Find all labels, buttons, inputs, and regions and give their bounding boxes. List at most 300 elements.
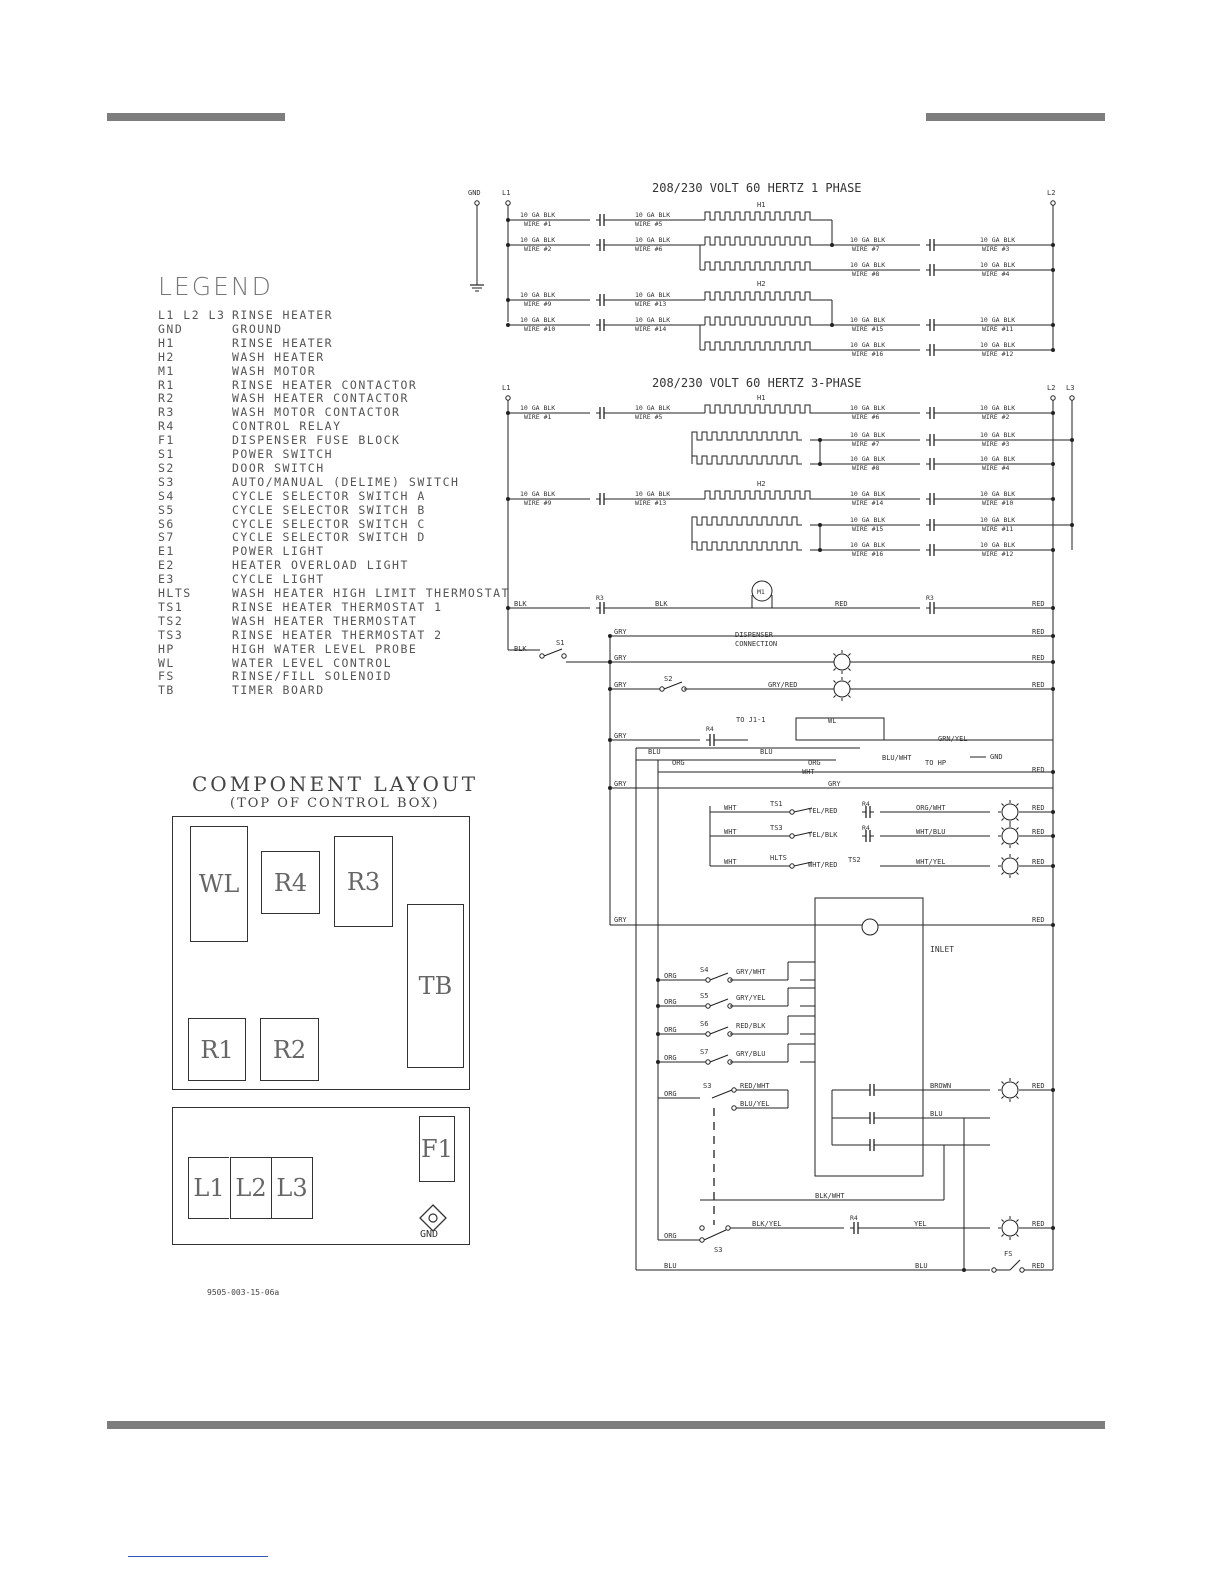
schematic-label: 10 GA BLK xyxy=(520,211,556,219)
schematic-label: TS1 xyxy=(770,800,783,808)
legend-desc: WASH MOTOR CONTACTOR xyxy=(232,405,401,420)
l2-label: L2 xyxy=(1047,189,1056,197)
heater-element xyxy=(705,342,815,350)
terminal xyxy=(506,396,510,400)
legend-desc: WASH HEATER HIGH LIMIT THERMOSTAT xyxy=(232,586,510,600)
light-ray xyxy=(1016,1234,1018,1236)
schematic-label: 10 GA BLK xyxy=(520,291,556,299)
switch-icon xyxy=(710,1055,728,1062)
legend-code: E3 xyxy=(158,572,175,587)
component-r2: R2 xyxy=(260,1018,319,1081)
light-ray xyxy=(848,695,850,697)
schematic-label: WIRE #12 xyxy=(982,550,1014,558)
light-ray xyxy=(1002,858,1004,860)
terminal xyxy=(790,834,794,838)
schematic-label: R4 xyxy=(850,1214,858,1222)
schematic-label: WIRE #2 xyxy=(524,245,552,253)
junction-dot xyxy=(1051,687,1055,691)
schematic-label: YEL/BLK xyxy=(808,831,838,839)
schematic-label: WIRE #5 xyxy=(635,413,663,421)
schematic-label: GRY/BLU xyxy=(736,1050,766,1058)
switch-icon xyxy=(664,682,682,689)
heater-element xyxy=(705,212,815,220)
legend-desc: POWER LIGHT xyxy=(232,544,325,559)
schematic-label: WIRE #3 xyxy=(982,245,1010,253)
schematic-label: BLU xyxy=(760,748,773,756)
schematic-label: 10 GA BLK xyxy=(520,316,556,324)
schematic-label: GRY/RED xyxy=(768,681,798,689)
legend-desc: HEATER OVERLOAD LIGHT xyxy=(232,558,409,573)
component-wl: WL xyxy=(190,826,248,942)
wire xyxy=(712,1090,732,1098)
schematic-label: S1 xyxy=(556,639,565,647)
heater-element xyxy=(705,292,815,300)
schematic-label: GND xyxy=(990,753,1003,761)
light-ray xyxy=(1016,828,1018,830)
component-l3: L3 xyxy=(271,1157,313,1219)
schematic-label: GRY xyxy=(614,916,627,924)
light-ray xyxy=(848,668,850,670)
schematic-label: L1 xyxy=(502,384,511,392)
schematic-label: WIRE #1 xyxy=(524,413,552,421)
ground-terminal-label: GND xyxy=(420,1229,439,1240)
junction-dot xyxy=(1051,243,1055,247)
junction-dot xyxy=(1051,348,1055,352)
legend-code: R1 xyxy=(158,377,175,392)
schematic-label: 10 GA BLK xyxy=(980,431,1016,439)
schematic-label: RED xyxy=(1032,828,1045,836)
terminal xyxy=(790,864,794,868)
schematic-label: 10 GA BLK xyxy=(635,490,671,498)
junction-dot xyxy=(1051,497,1055,501)
legend-code: E1 xyxy=(158,544,175,559)
schematic-label: GRY xyxy=(828,780,841,788)
schematic-label: WIRE #10 xyxy=(524,325,556,333)
schematic-label: WIRE #6 xyxy=(635,245,663,253)
gnd-label: GND xyxy=(468,189,481,197)
schematic-label: 10 GA BLK xyxy=(635,291,671,299)
schematic-label: 10 GA BLK xyxy=(980,236,1016,244)
timer-motor-icon xyxy=(862,919,878,935)
h1-label: H1 xyxy=(757,201,766,209)
schematic-label: 10 GA BLK xyxy=(850,455,886,463)
light-ray xyxy=(1016,1220,1018,1222)
schematic-label: RED xyxy=(1032,654,1045,662)
schematic-label: RED xyxy=(1032,916,1045,924)
schematic-label: WIRE #15 xyxy=(852,325,884,333)
schematic-label: WL xyxy=(828,717,837,725)
schematic-label: S3 xyxy=(703,1082,712,1090)
title-1-phase: 208/230 VOLT 60 HERTZ 1 PHASE xyxy=(652,181,862,195)
legend-desc: RINSE HEATER CONTACTOR xyxy=(232,377,418,392)
light-ray xyxy=(1002,1220,1004,1222)
switch-icon xyxy=(710,973,728,980)
legend-code: S2 xyxy=(158,460,175,475)
light-ray xyxy=(1002,1234,1004,1236)
schematic-label: ORG xyxy=(664,1232,677,1240)
schematic-label: BROWN xyxy=(930,1082,952,1090)
schematic-label: 10 GA BLK xyxy=(850,541,886,549)
schematic-label: H2 xyxy=(757,480,766,488)
wl-control-box xyxy=(796,718,884,740)
legend-code: HLTS xyxy=(158,586,192,600)
wire xyxy=(704,1230,726,1240)
schematic-label: 10 GA BLK xyxy=(850,490,886,498)
light-ray xyxy=(834,654,836,656)
schematic-label: BLK xyxy=(655,600,668,608)
legend-code: TS1 xyxy=(158,599,184,614)
schematic-label: 10 GA BLK xyxy=(980,455,1016,463)
light-ray xyxy=(834,681,836,683)
terminal xyxy=(475,201,479,205)
legend-code: WL xyxy=(158,655,175,670)
light-ray xyxy=(848,681,850,683)
legend-desc: HIGH WATER LEVEL PROBE xyxy=(232,641,418,656)
schematic-label: RED xyxy=(1032,1220,1045,1228)
indicator-light-icon xyxy=(1002,1220,1018,1236)
schematic-label: ORG xyxy=(672,759,685,767)
switch-icon xyxy=(544,649,562,656)
schematic-label: L2 xyxy=(1047,384,1056,392)
junction-dot xyxy=(1051,864,1055,868)
schematic-label: GRN/YEL xyxy=(938,735,968,743)
junction-dot xyxy=(1051,411,1055,415)
schematic-label: WIRE #8 xyxy=(852,464,880,472)
junction-dot xyxy=(1051,323,1055,327)
component-r1: R1 xyxy=(188,1018,246,1081)
light-ray xyxy=(848,654,850,656)
schematic-label: WHT/RED xyxy=(808,861,838,869)
legend-desc: RINSE HEATER THERMOSTAT 1 xyxy=(232,599,443,614)
legend-code: S1 xyxy=(158,447,175,461)
legend-desc: CYCLE SELECTOR SWITCH B xyxy=(232,502,426,517)
schematic-label: 10 GA BLK xyxy=(850,404,886,412)
schematic-label: L3 xyxy=(1066,384,1075,392)
light-ray xyxy=(1016,858,1018,860)
switch-icon xyxy=(710,999,728,1006)
component-l2: L2 xyxy=(230,1157,271,1219)
legend-desc: DISPENSER FUSE BLOCK xyxy=(232,433,401,448)
light-ray xyxy=(1002,828,1004,830)
legend-code: FS xyxy=(158,669,175,684)
junction-dot xyxy=(1051,770,1055,774)
schematic-label: BLK/WHT xyxy=(815,1192,845,1200)
schematic-label: YEL xyxy=(914,1220,927,1228)
schematic-label: GRY/WHT xyxy=(736,968,766,976)
cycle-light-icon xyxy=(1002,1082,1018,1098)
legend-code: S7 xyxy=(158,530,175,545)
legend-code: TS3 xyxy=(158,627,184,642)
schematic-label: ORG xyxy=(664,1090,677,1098)
schematic-label: 10 GA BLK xyxy=(980,404,1016,412)
schematic-label: WIRE #11 xyxy=(982,525,1014,533)
terminal xyxy=(992,1268,996,1272)
component-r4: R4 xyxy=(261,851,320,914)
legend-code: S3 xyxy=(158,474,175,489)
light-ray xyxy=(1016,804,1018,806)
l1-label: L1 xyxy=(502,189,511,197)
schematic-label: CONNECTION xyxy=(735,640,778,648)
schematic-label: ORG xyxy=(664,972,677,980)
schematic-label: RED/WHT xyxy=(740,1082,770,1090)
schematic-label: RED xyxy=(1032,1082,1045,1090)
document-number: 9505-003-15-06a xyxy=(207,1288,280,1297)
schematic-label: R3 xyxy=(596,594,604,602)
timer-board-box xyxy=(815,898,923,1176)
terminal xyxy=(790,810,794,814)
schematic-label: RED xyxy=(1032,804,1045,812)
schematic-label: 10 GA BLK xyxy=(980,490,1016,498)
schematic-label: WIRE #7 xyxy=(852,245,880,253)
schematic-label: BLK xyxy=(514,600,527,608)
schematic-label: 10 GA BLK xyxy=(635,316,671,324)
schematic-label: S6 xyxy=(700,1020,709,1028)
schematic-label: TO HP xyxy=(925,759,947,767)
schematic-label: GRY xyxy=(614,780,627,788)
legend-code: TB xyxy=(158,683,175,698)
schematic-label: 10 GA BLK xyxy=(635,211,671,219)
schematic-label: WIRE #2 xyxy=(982,413,1010,421)
schematic-label: WHT/BLU xyxy=(916,828,946,836)
junction-dot xyxy=(1051,462,1055,466)
legend-desc: POWER SWITCH xyxy=(232,447,334,461)
terminal xyxy=(706,1060,710,1064)
schematic-label: RED xyxy=(1032,600,1045,608)
legend-title: LEGEND xyxy=(158,272,273,301)
schematic-label: HLTS xyxy=(770,854,787,862)
light-ray xyxy=(1016,1096,1018,1098)
heater-element xyxy=(705,262,815,270)
legend-code: S5 xyxy=(158,502,175,517)
schematic-label: 10 GA BLK xyxy=(520,490,556,498)
schematic-label: WIRE #11 xyxy=(982,325,1014,333)
schematic-label: GRY xyxy=(614,681,627,689)
schematic-label: S4 xyxy=(700,966,709,974)
legend-code: S4 xyxy=(158,488,175,503)
inlet-label: INLET xyxy=(930,945,955,954)
legend-desc: CONTROL RELAY xyxy=(232,419,342,434)
legend-code: TS2 xyxy=(158,613,184,628)
schematic-label: BLU/YEL xyxy=(740,1100,770,1108)
junction-dot xyxy=(1051,810,1055,814)
terminal xyxy=(1051,201,1055,205)
schematic-label: WHT xyxy=(802,768,815,776)
legend-desc: AUTO/MANUAL (DELIME) SWITCH xyxy=(232,474,460,489)
terminal xyxy=(700,1226,704,1230)
junction-dot xyxy=(1070,438,1074,442)
schematic-label: GRY xyxy=(614,654,627,662)
h2-label: H2 xyxy=(757,280,766,288)
schematic-label: 10 GA BLK xyxy=(635,404,671,412)
light-ray xyxy=(1016,1082,1018,1084)
terminal xyxy=(660,687,664,691)
terminal xyxy=(506,201,510,205)
terminal xyxy=(732,1088,736,1092)
legend-code: H2 xyxy=(158,349,175,364)
motor-label: M1 xyxy=(757,588,765,596)
legend-desc: CYCLE SELECTOR SWITCH A xyxy=(232,488,426,503)
heater-element xyxy=(705,405,815,413)
schematic-label: 10 GA BLK xyxy=(520,404,556,412)
legend-desc: RINSE HEATER xyxy=(232,308,334,322)
schematic-label: TS2 xyxy=(848,856,861,864)
junction-dot xyxy=(1070,523,1074,527)
power-light-icon xyxy=(834,654,850,670)
schematic-label: WIRE #3 xyxy=(982,440,1010,448)
schematic-label: RED xyxy=(835,600,848,608)
schematic-label: RED xyxy=(1032,1262,1045,1270)
schematic-label: 10 GA BLK xyxy=(980,541,1016,549)
schematic-label: GRY xyxy=(614,628,627,636)
schematic-label: WIRE #5 xyxy=(635,220,663,228)
legend-desc: GROUND xyxy=(232,321,283,336)
schematic-label: WIRE #12 xyxy=(982,350,1014,358)
schematic-label: RED/BLK xyxy=(736,1022,766,1030)
schematic-label: H1 xyxy=(757,394,766,402)
light-ray xyxy=(1016,842,1018,844)
terminal xyxy=(726,1226,730,1230)
heater-element xyxy=(705,491,815,499)
schematic-label: ORG/WHT xyxy=(916,804,946,812)
legend-code: R4 xyxy=(158,419,175,434)
schematic-label: BLU xyxy=(664,1262,677,1270)
indicator-light-icon xyxy=(1002,858,1018,874)
junction-dot xyxy=(1051,1226,1055,1230)
schematic-label: ORG xyxy=(664,998,677,1006)
terminal xyxy=(1070,396,1074,400)
schematic-label: WHT xyxy=(724,828,737,836)
junction-dot xyxy=(1051,834,1055,838)
schematic-label: WHT/YEL xyxy=(916,858,946,866)
schematic-label: WIRE #14 xyxy=(852,499,884,507)
component-tb: TB xyxy=(407,904,464,1068)
legend-desc: WASH MOTOR xyxy=(232,363,317,378)
legend-desc: WASH HEATER CONTACTOR xyxy=(232,391,409,406)
terminal xyxy=(1051,396,1055,400)
light-ray xyxy=(1002,842,1004,844)
indicator-light-icon xyxy=(1002,804,1018,820)
light-ray xyxy=(834,668,836,670)
legend-code: E2 xyxy=(158,558,175,573)
junction-dot xyxy=(1051,548,1055,552)
legend-desc: WATER LEVEL CONTROL xyxy=(232,655,393,670)
schematic-label: YEL/RED xyxy=(808,807,838,815)
schematic-label: 10 GA BLK xyxy=(850,516,886,524)
legend-desc: WASH HEATER xyxy=(232,349,325,364)
schematic-label: WHT xyxy=(724,804,737,812)
schematic-label: ORG xyxy=(808,759,821,767)
legend-code: M1 xyxy=(158,363,175,378)
schematic-label: 10 GA BLK xyxy=(850,431,886,439)
schematic-label: 10 GA BLK xyxy=(520,236,556,244)
schematic-label: R3 xyxy=(926,594,934,602)
schematic-label: TO J1-1 xyxy=(736,716,766,724)
schematic-label: S3 xyxy=(714,1246,723,1254)
legend-desc: TIMER BOARD xyxy=(232,683,325,698)
terminal xyxy=(706,1032,710,1036)
schematic-label: S2 xyxy=(664,675,673,683)
schematic-label: 10 GA BLK xyxy=(980,341,1016,349)
schematic-label: BLK xyxy=(514,645,527,653)
light-ray xyxy=(1016,872,1018,874)
schematic-label: S5 xyxy=(700,992,709,1000)
indicator-light-icon xyxy=(1002,828,1018,844)
terminal xyxy=(732,1106,736,1110)
schematic-label: FS xyxy=(1004,1250,1013,1258)
heater-element xyxy=(692,542,802,550)
schematic-label: BLU xyxy=(648,748,661,756)
component-f1: F1 xyxy=(419,1116,455,1182)
schematic-label: RED xyxy=(1032,628,1045,636)
legend-code: R3 xyxy=(158,405,175,420)
schematic-label: WIRE #6 xyxy=(852,413,880,421)
heater-overload-light-icon xyxy=(834,681,850,697)
light-ray xyxy=(1002,1082,1004,1084)
component-layout-subtitle: (TOP OF CONTROL BOX) xyxy=(230,796,440,811)
wire xyxy=(1010,1260,1020,1270)
light-ray xyxy=(1002,872,1004,874)
schematic-label: WIRE #16 xyxy=(852,550,884,558)
junction-dot xyxy=(1051,1088,1055,1092)
legend-code: R2 xyxy=(158,391,175,406)
terminal xyxy=(562,654,566,658)
schematic-label: 10 GA BLK xyxy=(850,236,886,244)
schematic-label: R4 xyxy=(862,800,870,808)
switch-icon xyxy=(710,1027,728,1034)
schematic-label: 10 GA BLK xyxy=(980,261,1016,269)
junction-dot xyxy=(962,1268,966,1272)
legend-desc: DOOR SWITCH xyxy=(232,460,325,475)
terminal xyxy=(706,978,710,982)
light-ray xyxy=(834,695,836,697)
terminal xyxy=(700,1238,704,1242)
schematic-label: BLU xyxy=(930,1110,943,1118)
schematic-label: BLU/WHT xyxy=(882,754,912,762)
legend-desc: CYCLE LIGHT xyxy=(232,572,325,587)
light-ray xyxy=(1002,818,1004,820)
schematic-label: WIRE #4 xyxy=(982,270,1010,278)
legend-desc: RINSE/FILL SOLENOID xyxy=(232,669,393,684)
terminal xyxy=(540,654,544,658)
schematic-label: DISPENSER xyxy=(735,631,773,639)
schematic-label: R4 xyxy=(706,725,714,733)
light-ray xyxy=(1002,1096,1004,1098)
junction-dot xyxy=(1051,923,1055,927)
title-3-phase: 208/230 VOLT 60 HERTZ 3-PHASE xyxy=(652,376,862,390)
light-ray xyxy=(1002,804,1004,806)
terminal xyxy=(706,1004,710,1008)
schematic-label: WIRE #7 xyxy=(852,440,880,448)
legend-code: GND xyxy=(158,321,184,336)
schematic-label: WIRE #9 xyxy=(524,499,552,507)
schematic-label: WIRE #13 xyxy=(635,499,667,507)
legend-code: H1 xyxy=(158,335,175,350)
schematic-label: WIRE #14 xyxy=(635,325,667,333)
schematic-label: WIRE #1 xyxy=(524,220,552,228)
schematic-label: GRY xyxy=(614,732,627,740)
schematic-label: BLK/YEL xyxy=(752,1220,782,1228)
terminal xyxy=(1020,1268,1024,1272)
legend-code: F1 xyxy=(158,433,175,448)
schematic-label: ORG xyxy=(664,1026,677,1034)
schematic-label: WIRE #4 xyxy=(982,464,1010,472)
heater-element xyxy=(692,517,802,525)
component-l1: L1 xyxy=(188,1157,229,1219)
legend-desc: CYCLE SELECTOR SWITCH C xyxy=(232,516,426,531)
legend-desc: WASH HEATER THERMOSTAT xyxy=(232,613,418,628)
heater-element xyxy=(692,432,802,440)
schematic-label: WIRE #8 xyxy=(852,270,880,278)
